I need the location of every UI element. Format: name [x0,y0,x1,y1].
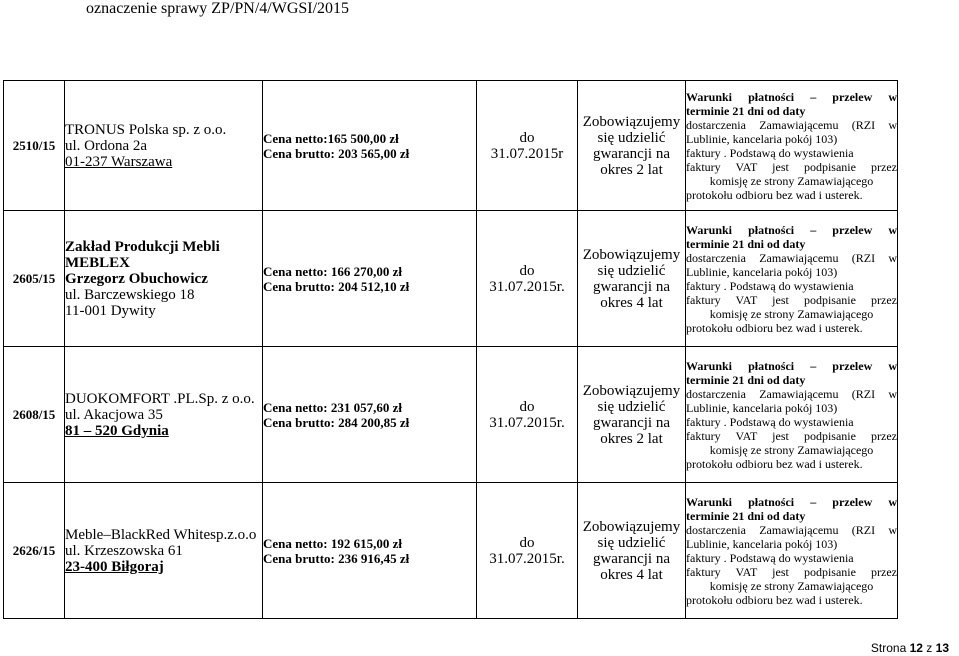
vendor-cell [65,347,263,483]
page-header-title: oznaczenie sprawy ZP/PN/4/WGSI/2015 [86,0,350,17]
terms-line: faktury . Podstawą do wystawienia [686,145,854,160]
offer-number: 2510/15 [4,81,65,211]
deadline-line: do [519,262,535,279]
terms-line: komisję ze strony Zamawiającego [709,578,874,593]
deadline-line: 31.07.2015r. [489,550,565,567]
price-cell [263,483,477,619]
terms-line: Lublinie, kancelaria pokój 103) [686,131,838,146]
offer-number: 2608/15 [4,347,65,483]
table-row [4,211,898,347]
page-number-footer [871,641,949,655]
warranty-line: się udzielić [597,398,666,415]
terms-line: Warunki płatności – przelew w [686,89,897,104]
deadline-line: do [519,398,535,415]
vendor-line: TRONUS Polska sp. z o.o. [65,121,227,138]
warranty-line: gwarancji na [592,145,671,162]
terms-line: Warunki płatności – przelew w [686,358,897,373]
price-gross: Cena brutto: 204 512,10 zł [263,278,410,294]
terms-line: dostarczenia Zamawiającemu (RZI w [686,250,897,265]
terms-line: terminie 21 dni od daty [686,236,806,251]
price-cell [263,211,477,347]
terms-line: Lublinie, kancelaria pokój 103) [686,400,838,415]
payment-terms-cell [686,81,898,211]
terms-line: protokołu odbioru bez wad i usterek. [686,456,863,471]
warranty-line: gwarancji na [592,414,671,431]
warranty-line: Zobowiązujemy [582,518,681,535]
terms-line: faktury . Podstawą do wystawienia [686,278,854,293]
warranty-cell [578,347,686,483]
terms-line: faktury VAT jest podpisanie przez [686,159,897,174]
terms-line: dostarczenia Zamawiającemu (RZI w [686,386,897,401]
warranty-line: gwarancji na [592,550,671,567]
warranty-line: okres 4 lat [600,294,663,311]
terms-line: dostarczenia Zamawiającemu (RZI w [686,522,897,537]
vendor-line: Grzegorz Obuchowicz [65,270,208,287]
vendor-line: Zakład Produkcji Mebli [65,238,220,255]
deadline-line: do [519,129,535,146]
terms-line: terminie 21 dni od daty [686,103,806,118]
deadline-line: 31.07.2015r [490,145,564,162]
table-row [4,81,898,211]
terms-line: dostarczenia Zamawiającemu (RZI w [686,117,897,132]
terms-line: protokołu odbioru bez wad i usterek. [686,320,863,335]
vendor-line: 81 – 520 Gdynia [65,422,169,439]
warranty-cell [578,211,686,347]
deadline-cell [477,483,578,619]
terms-line: terminie 21 dni od daty [686,508,806,523]
vendor-line: 23-400 Biłgoraj [65,558,164,575]
payment-terms-cell [686,347,898,483]
warranty-cell [578,483,686,619]
price-gross: Cena brutto: 236 916,45 zł [263,550,410,566]
price-cell [263,81,477,211]
warranty-cell [578,81,686,211]
deadline-line: do [519,534,535,551]
terms-line: komisję ze strony Zamawiającego [709,306,874,321]
terms-line: Warunki płatności – przelew w [686,494,897,509]
table-row [4,483,898,619]
terms-line: faktury VAT jest podpisanie przez [686,564,897,579]
offer-number: 2626/15 [4,483,65,619]
terms-line: faktury VAT jest podpisanie przez [686,428,897,443]
deadline-line: 31.07.2015r. [489,278,565,295]
vendor-line: ul. Akacjowa 35 [65,406,163,423]
price-cell [263,347,477,483]
terms-line: terminie 21 dni od daty [686,372,806,387]
warranty-line: się udzielić [597,534,666,551]
table-row [4,347,898,483]
vendor-line: ul. Krzeszowska 61 [65,542,183,559]
price-net: Cena netto:165 500,00 zł [263,130,399,146]
deadline-cell [477,211,578,347]
warranty-line: okres 2 lat [600,430,663,447]
terms-line: Lublinie, kancelaria pokój 103) [686,264,838,279]
payment-terms-cell [686,483,898,619]
vendor-cell [65,483,263,619]
terms-line: Warunki płatności – przelew w [686,222,897,237]
warranty-line: okres 4 lat [600,566,663,583]
total-pages: 13 [935,641,949,655]
price-net: Cena netto: 192 615,00 zł [263,535,403,551]
vendor-line: ul. Barczewskiego 18 [65,286,195,303]
terms-line: faktury . Podstawą do wystawienia [686,550,854,565]
vendor-cell [65,81,263,211]
price-gross: Cena brutto: 284 200,85 zł [263,414,410,430]
warranty-line: się udzielić [597,262,666,279]
warranty-line: Zobowiązujemy [582,113,681,130]
vendor-line: MEBLEX [65,254,131,271]
page-separator: z [926,641,933,655]
price-net: Cena netto: 231 057,60 zł [263,399,403,415]
offer-number: 2605/15 [4,211,65,347]
deadline-cell [477,81,578,211]
warranty-line: okres 2 lat [600,161,663,178]
warranty-line: się udzielić [597,129,666,146]
terms-line: komisję ze strony Zamawiającego [709,442,874,457]
terms-line: protokołu odbioru bez wad i usterek. [686,187,863,202]
warranty-line: Zobowiązujemy [582,246,681,263]
price-net: Cena netto: 166 270,00 zł [263,263,403,279]
terms-line: komisję ze strony Zamawiającego [709,173,874,188]
vendor-line: DUOKOMFORT .PL.Sp. z o.o. [65,390,255,407]
current-page: 12 [909,641,923,655]
warranty-line: gwarancji na [592,278,671,295]
vendor-line: ul. Ordona 2a [65,137,148,154]
deadline-line: 31.07.2015r. [489,414,565,431]
offers-table [3,80,898,619]
payment-terms-cell [686,211,898,347]
price-gross: Cena brutto: 203 565,00 zł [263,145,410,161]
vendor-line: 01-237 Warszawa [65,153,173,170]
warranty-line: Zobowiązujemy [582,382,681,399]
terms-line: faktury . Podstawą do wystawienia [686,414,854,429]
deadline-cell [477,347,578,483]
page-label: Strona [870,641,907,655]
vendor-line: 11-001 Dywity [65,302,156,319]
terms-line: Lublinie, kancelaria pokój 103) [686,536,838,551]
terms-line: protokołu odbioru bez wad i usterek. [686,592,863,607]
terms-line: faktury VAT jest podpisanie przez [686,292,897,307]
vendor-cell [65,211,263,347]
vendor-line: Meble–BlackRed Whitesp.z.o.o [65,526,257,543]
